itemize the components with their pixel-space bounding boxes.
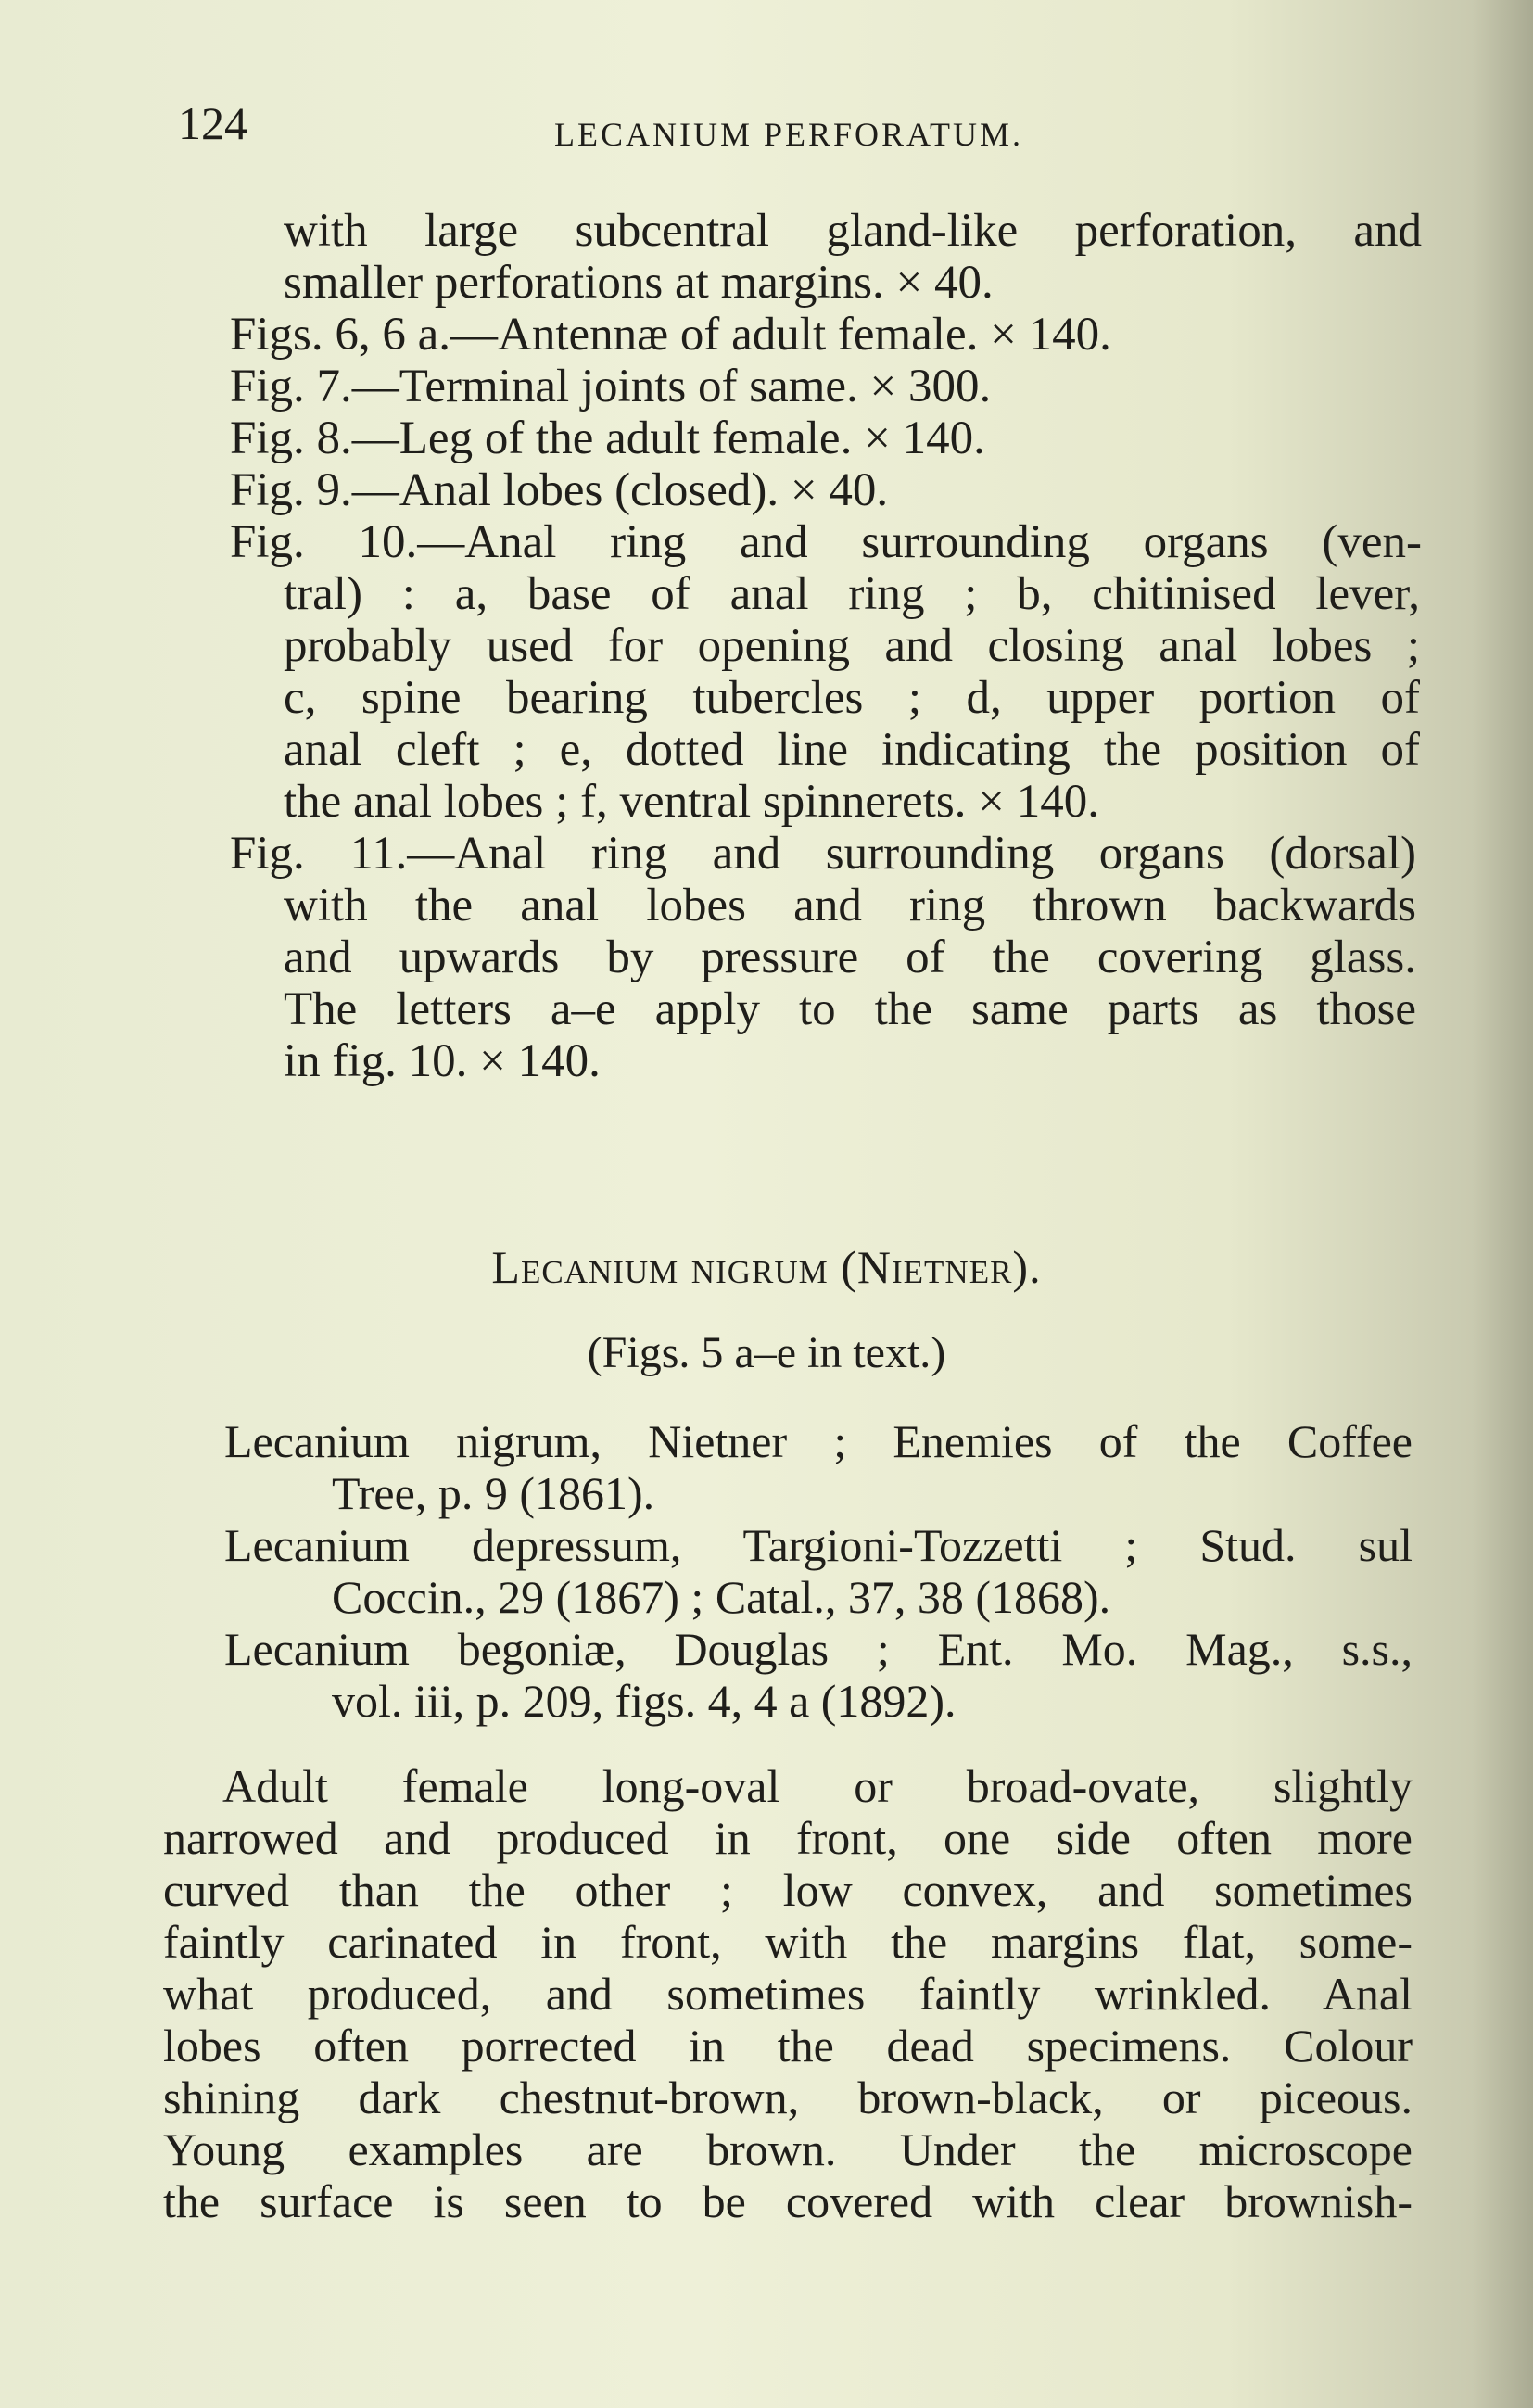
section-title: Lecanium nigrum (Nietner). bbox=[491, 1241, 1042, 1293]
legend-line: tral) : a, base of anal ring ; b, chitinised lever, bbox=[284, 568, 1420, 620]
legend-line: Fig. 8.—Leg of the adult female. × 140. bbox=[230, 412, 985, 464]
synonym-continuation: vol. iii, p. 209, figs. 4, 4 a (1892). bbox=[332, 1675, 957, 1727]
description-line: shining dark chestnut-brown, brown-black, or piceous. bbox=[163, 2072, 1413, 2123]
legend-line: anal cleft ; e, dotted line indicating the position of bbox=[284, 724, 1420, 776]
running-head: LECANIUM PERFORATUM. bbox=[554, 116, 1024, 153]
legend-line: Fig. 11.—Anal ring and surrounding organs (dorsal) bbox=[230, 828, 1416, 880]
legend-line: Fig. 7.—Terminal joints of same. × 300. bbox=[230, 361, 992, 412]
legend-line: in fig. 10. × 140. bbox=[284, 1035, 601, 1087]
synonym-entry: Lecanium begoniæ, Douglas ; Ent. Mo. Mag., s.s., bbox=[224, 1623, 1413, 1675]
legend-line: Figs. 6, 6 a.—Antennæ of adult female. × 140. bbox=[230, 309, 1111, 361]
legend-line: and upwards by pressure of the covering glass. bbox=[284, 932, 1416, 983]
legend-line: c, spine bearing tubercles ; d, upper portion of bbox=[284, 672, 1420, 724]
legend-line: probably used for opening and closing anal lobes ; bbox=[284, 620, 1420, 672]
description-line: Young examples are brown. Under the microscope bbox=[163, 2123, 1413, 2175]
synonym-continuation: Tree, p. 9 (1861). bbox=[332, 1467, 655, 1519]
legend-line: with the anal lobes and ring thrown backwards bbox=[284, 880, 1416, 932]
description-line: curved than the other ; low convex, and sometimes bbox=[163, 1864, 1413, 1916]
description-line: narrowed and produced in front, one side often more bbox=[163, 1812, 1413, 1864]
page-number: 124 bbox=[178, 97, 247, 149]
legend-line: Fig. 9.—Anal lobes (closed). × 40. bbox=[230, 464, 889, 516]
legend-line: The letters a–e apply to the same parts as those bbox=[284, 983, 1416, 1035]
legend-line: smaller perforations at margins. × 40. bbox=[284, 257, 994, 309]
description-line: what produced, and sometimes faintly wrinkled. Anal bbox=[163, 1968, 1413, 2020]
description-line: Adult female long-oval or broad-ovate, slightly bbox=[222, 1760, 1413, 1812]
synonym-continuation: Coccin., 29 (1867) ; Catal., 37, 38 (1868). bbox=[332, 1571, 1111, 1623]
description-line: faintly carinated in front, with the margins flat, some- bbox=[163, 1916, 1413, 1968]
section-subtitle: (Figs. 5 a–e in text.) bbox=[587, 1328, 946, 1377]
legend-line: Fig. 10.—Anal ring and surrounding organs (ven- bbox=[230, 516, 1422, 568]
legend-line: the anal lobes ; f, ventral spinnerets. × 140. bbox=[284, 776, 1099, 828]
synonym-entry: Lecanium depressum, Targioni-Tozzetti ; Stud. sul bbox=[224, 1519, 1413, 1571]
description-line: the surface is seen to be covered with clear brownish- bbox=[163, 2175, 1413, 2227]
legend-line: with large subcentral gland-like perforation, and bbox=[284, 205, 1422, 257]
synonym-entry: Lecanium nigrum, Nietner ; Enemies of the Coffee bbox=[224, 1415, 1413, 1467]
description-line: lobes often porrected in the dead specimens. Colour bbox=[163, 2020, 1413, 2072]
